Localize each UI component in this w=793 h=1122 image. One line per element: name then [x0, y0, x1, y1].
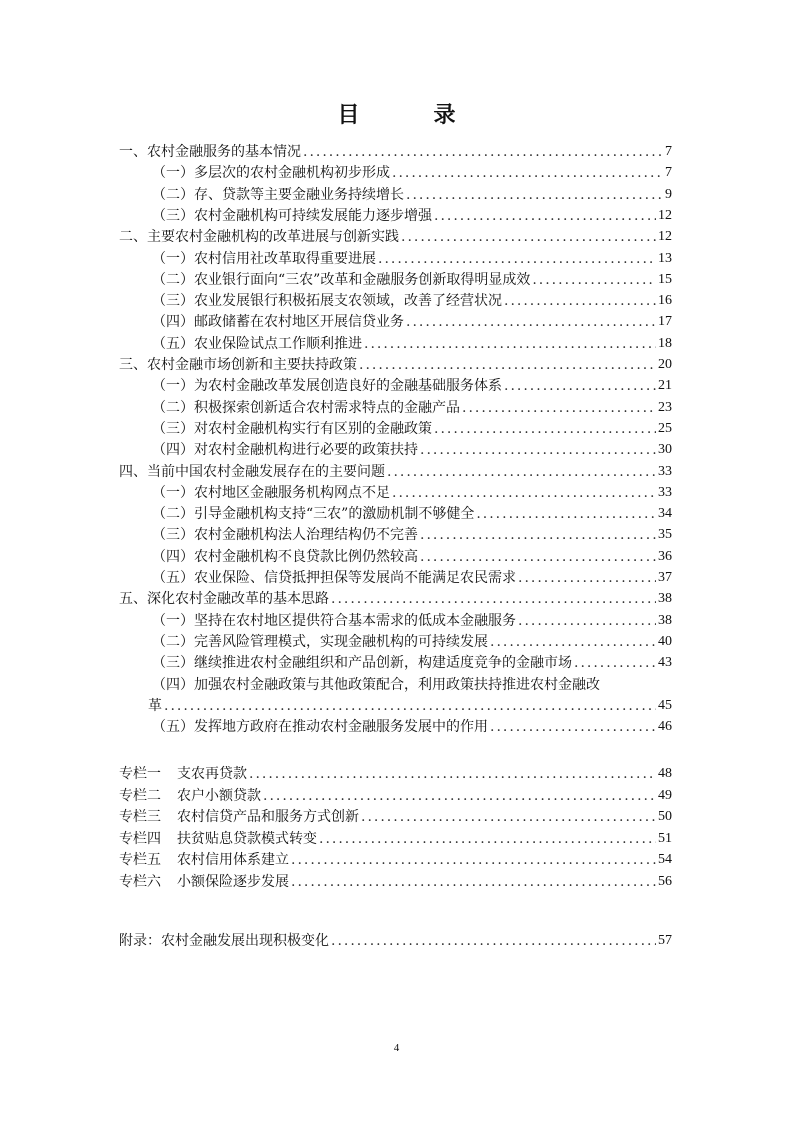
dot-leader: [504, 377, 656, 395]
toc-entry-label: [152, 377, 502, 395]
column-title: 农村信贷产品和服务方式创新: [177, 809, 359, 825]
toc-item-1-1[interactable]: [152, 161, 672, 182]
toc-page-number: 17: [658, 314, 672, 330]
toc-column-4[interactable]: [119, 827, 672, 848]
toc-entry-label: [152, 676, 600, 694]
toc-section-2[interactable]: [119, 225, 672, 246]
dot-leader: [331, 932, 656, 950]
section-title: 农村金融市场创新和主要扶持政策: [147, 357, 357, 373]
dot-leader: [319, 830, 656, 848]
toc-entry-label: [152, 292, 502, 310]
toc-column-5[interactable]: [119, 848, 672, 869]
section-title: 主要农村金融机构的改革进展与创新实践: [147, 229, 399, 246]
item-number: （二）: [152, 506, 194, 523]
toc-page-number: 35: [658, 527, 672, 543]
toc-entry-label: [152, 186, 404, 204]
item-number: （三）: [152, 420, 194, 437]
toc-page-number: 54: [658, 852, 672, 867]
item-title: 对农村金融机构进行必要的政策扶持: [194, 442, 418, 459]
item-number: （三）: [152, 207, 194, 224]
dot-leader: [518, 569, 656, 587]
dot-leader: [504, 292, 656, 310]
toc-column-2[interactable]: [119, 784, 672, 805]
item-number: （一）: [152, 378, 194, 395]
section-number: 二、: [119, 229, 147, 246]
item-number: （四）: [152, 676, 194, 693]
toc-item-4-3[interactable]: [152, 523, 672, 544]
item-number: （一）: [152, 250, 194, 267]
column-label: 专栏五: [119, 852, 161, 868]
dot-leader: [359, 356, 656, 374]
dot-leader: [378, 250, 656, 268]
toc-entry-label: [152, 505, 474, 523]
toc-page-number: 12: [658, 207, 672, 223]
toc-entry-label: [119, 873, 289, 891]
item-title: 农业发展银行积极拓展支农领域，改善了经营状况: [194, 293, 502, 310]
dot-leader: [401, 228, 656, 246]
appendix-label: 附录：: [119, 933, 161, 949]
dot-leader: [574, 654, 656, 672]
column-label: 专栏二: [119, 787, 161, 804]
toc-entry-label: [119, 830, 317, 848]
item-number: （二）: [152, 271, 194, 288]
item-title: 农村地区金融服务机构网点不足: [194, 484, 390, 501]
toc-entry-label: [119, 932, 329, 950]
dot-leader: [387, 463, 656, 481]
item-title: 对农村金融机构实行有区别的金融政策: [194, 420, 432, 437]
section-number: 一、: [119, 144, 147, 160]
section-title: 当前中国农村金融发展存在的主要问题: [147, 463, 385, 480]
toc-section-3[interactable]: [119, 353, 672, 374]
toc-page-number: 23: [658, 399, 672, 415]
toc-entry-label: [152, 633, 488, 651]
item-number: （四）: [152, 442, 194, 459]
toc-item-1-3[interactable]: [152, 204, 672, 225]
item-title: 积极探索创新适合农村需求特点的金融产品: [194, 399, 460, 416]
dot-leader: [249, 765, 656, 783]
item-title: 农村金融机构不良贷款比例仍然较高: [194, 548, 418, 565]
page-number: 4: [393, 1042, 400, 1054]
item-number: （三）: [152, 527, 194, 544]
section-title: 深化农村金融改革的基本思路: [147, 591, 329, 608]
toc-entry-label: [148, 697, 162, 715]
item-title: 农业保险、信贷抵押担保等发展尚不能满足农民需求: [194, 570, 516, 586]
toc-item-2-1[interactable]: [152, 247, 672, 268]
toc-entry-label: [119, 590, 329, 608]
toc-entry-label: [152, 335, 362, 353]
section-number: 三、: [119, 357, 147, 373]
column-label: 专栏六: [119, 873, 161, 890]
dot-leader: [462, 399, 656, 417]
dot-leader: [263, 787, 656, 805]
toc-page-number: 18: [658, 335, 672, 351]
item-title: 农村信用社改革取得重要进展: [194, 250, 376, 267]
toc-page-number: 50: [658, 809, 672, 824]
toc-item-3-4[interactable]: [152, 438, 672, 459]
toc-page-number: 13: [658, 250, 672, 266]
toc-page-number: 21: [658, 378, 672, 394]
toc-entry-label: [119, 851, 289, 869]
toc-page-number: 57: [658, 933, 672, 948]
toc-entry-label: [119, 808, 359, 826]
item-number: （二）: [152, 633, 194, 650]
section-number: 四、: [119, 463, 147, 480]
dot-leader: [476, 505, 656, 523]
dot-leader: [490, 633, 656, 651]
item-number: （三）: [152, 293, 194, 310]
item-number: （一）: [152, 612, 194, 629]
dot-leader: [392, 484, 656, 502]
appendix-title: 农村金融发展出现积极变化: [161, 933, 329, 949]
toc-entry-label: [152, 484, 390, 502]
item-title: 农业银行面向“三农”改革和金融服务创新取得明显成效: [194, 271, 531, 288]
dot-leader: [518, 612, 656, 630]
item-title: 加强农村金融政策与其他政策配合，利用政策扶持推进农村金融改: [194, 676, 600, 693]
dot-leader: [490, 718, 656, 736]
item-number: （五）: [152, 570, 194, 586]
toc-item-2-2[interactable]: [152, 268, 672, 289]
dot-leader: [331, 590, 656, 608]
toc-page-number: 33: [658, 484, 672, 500]
toc-entry-label: [152, 313, 404, 331]
column-label: 专栏四: [119, 830, 161, 847]
toc-entry-label: [119, 143, 301, 161]
item-number: （五）: [152, 719, 194, 736]
toc-page-number: 30: [658, 442, 672, 458]
toc-page-number: 15: [658, 271, 672, 287]
toc-entry-label: [152, 271, 530, 289]
toc-entry-label: [152, 250, 376, 268]
toc-item-5-3[interactable]: [152, 651, 672, 672]
item-number: （四）: [152, 314, 194, 331]
toc-page-number: 25: [658, 420, 672, 436]
toc-page-number: 36: [658, 548, 672, 564]
item-number: （二）: [152, 186, 194, 203]
toc-entry-label: [152, 399, 460, 417]
toc-page-number: 9: [665, 186, 672, 202]
item-title: 邮政储蓄在农村地区开展信贷业务: [194, 314, 404, 331]
item-title-continuation: 革: [148, 697, 162, 714]
column-title: 小额保险逐步发展: [177, 873, 289, 890]
toc-entry-label: [152, 718, 488, 736]
toc-item-5-4-cont[interactable]: [148, 694, 672, 715]
item-title: 发挥地方政府在推动农村金融服务发展中的作用: [194, 719, 488, 736]
toc-page-number: 38: [658, 591, 672, 607]
toc-page-number: 45: [658, 697, 672, 713]
toc-page-number: 51: [658, 830, 672, 846]
toc-item-2-4[interactable]: [152, 310, 672, 331]
toc-item-5-1[interactable]: [152, 609, 672, 630]
dot-leader: [532, 271, 656, 289]
toc-entry-label: [152, 164, 390, 182]
dot-leader: [364, 335, 656, 353]
toc-entry-label: [152, 441, 418, 459]
toc-section-5[interactable]: [119, 587, 672, 608]
toc-column-3[interactable]: [119, 805, 672, 826]
dot-leader: [406, 186, 663, 204]
page-title: 目 录: [337, 102, 482, 128]
item-title: 存、贷款等主要金融业务持续增长: [194, 186, 404, 203]
toc-page-number: 46: [658, 719, 672, 735]
toc-entry-label: [152, 569, 516, 587]
dot-leader: [420, 526, 656, 544]
dot-leader: [291, 873, 656, 891]
dot-leader: [361, 808, 656, 826]
item-title: 农村金融机构可持续发展能力逐步增强: [194, 207, 432, 224]
toc-item-5-4[interactable]: [152, 673, 672, 694]
dot-leader: [392, 164, 663, 182]
toc-page-number: 20: [658, 357, 672, 372]
toc-entry-label: [152, 420, 432, 438]
column-title: 农村信用体系建立: [177, 852, 289, 868]
dot-leader: [303, 143, 663, 161]
toc-page-number: 40: [658, 633, 672, 649]
toc-item-1-2[interactable]: [152, 183, 672, 204]
toc-item-4-5[interactable]: [152, 566, 672, 587]
section-title: 农村金融服务的基本情况: [147, 144, 301, 160]
toc-item-3-1[interactable]: [152, 374, 672, 395]
toc-section-1[interactable]: [119, 140, 672, 161]
item-title: 引导金融机构支持“三农”的激励机制不够健全: [194, 506, 475, 523]
toc-entry-label: [152, 654, 572, 672]
column-title: 农户小额贷款: [177, 787, 261, 804]
toc-appendix[interactable]: [119, 929, 672, 950]
toc-item-2-3[interactable]: [152, 289, 672, 310]
toc-item-5-2[interactable]: [152, 630, 672, 651]
column-title: 扶贫贴息贷款模式转变: [177, 830, 317, 847]
toc-entry-label: [119, 765, 247, 783]
item-title: 坚持在农村地区提供符合基本需求的低成本金融服务: [194, 612, 516, 629]
toc-page-number: 7: [665, 165, 672, 181]
item-number: （四）: [152, 548, 194, 565]
toc-column-6[interactable]: [119, 870, 672, 891]
toc-page-number: 56: [658, 873, 672, 889]
toc-page-number: 38: [658, 612, 672, 628]
toc-page-number: 34: [658, 506, 672, 522]
item-title: 为农村金融改革发展创造良好的金融基础服务体系: [194, 378, 502, 395]
toc-item-3-2[interactable]: [152, 396, 672, 417]
toc-item-5-5[interactable]: [152, 715, 672, 736]
column-label: 专栏一: [119, 766, 161, 782]
dot-leader: [420, 548, 656, 566]
toc-page-number: 33: [658, 463, 672, 479]
toc-item-4-1[interactable]: [152, 481, 672, 502]
toc-page-number: 48: [658, 766, 672, 781]
toc-page-number: 37: [658, 570, 672, 585]
item-number: （一）: [152, 484, 194, 501]
toc-entry-label: [119, 228, 399, 246]
item-number: （五）: [152, 335, 194, 352]
item-title: 完善风险管理模式，实现金融机构的可持续发展: [194, 633, 488, 650]
dot-leader: [406, 313, 656, 331]
toc-entry-label: [152, 548, 418, 566]
item-title: 继续推进农村金融组织和产品创新，构建适度竞争的金融市场: [194, 655, 572, 672]
toc-entry-label: [119, 356, 357, 374]
toc-page-number: 12: [658, 229, 672, 245]
dot-leader: [434, 207, 656, 225]
dot-leader: [434, 420, 656, 438]
dot-leader: [164, 697, 656, 715]
section-number: 五、: [119, 591, 147, 608]
toc-item-4-2[interactable]: [152, 502, 672, 523]
dot-leader: [420, 441, 656, 459]
toc-entry-label: [119, 787, 261, 805]
column-label: 专栏三: [119, 809, 161, 825]
toc-page-number: 7: [665, 144, 672, 159]
toc-column-1[interactable]: [119, 762, 672, 783]
item-number: （二）: [152, 399, 194, 416]
item-title: 多层次的农村金融机构初步形成: [194, 165, 390, 182]
item-number: （一）: [152, 165, 194, 182]
toc-entry-label: [152, 207, 432, 225]
toc-entry-label: [152, 612, 516, 630]
toc-page-number: 49: [658, 787, 672, 803]
toc-page-number: 16: [658, 293, 672, 309]
toc-page-number: 43: [658, 655, 672, 671]
toc-item-3-3[interactable]: [152, 417, 672, 438]
toc-item-2-5[interactable]: [152, 332, 672, 353]
item-title: 农村金融机构法人治理结构仍不完善: [194, 527, 418, 544]
toc-section-4[interactable]: [119, 460, 672, 481]
toc-item-4-4[interactable]: [152, 545, 672, 566]
item-title: 农业保险试点工作顺利推进: [194, 335, 362, 352]
column-title: 支农再贷款: [177, 766, 247, 782]
toc-entry-label: [119, 463, 385, 481]
dot-leader: [291, 851, 656, 869]
item-number: （三）: [152, 655, 194, 672]
toc-entry-label: [152, 526, 418, 544]
